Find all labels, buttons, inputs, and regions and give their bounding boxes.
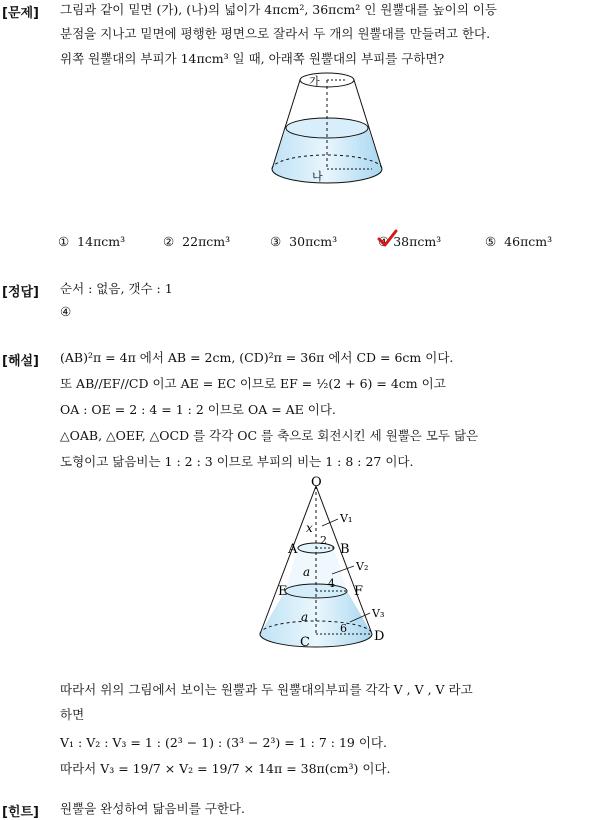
answer-tag: [정답]: [2, 285, 39, 300]
option-1[interactable]: ① 14πcm³: [58, 234, 126, 249]
point-E: E: [278, 584, 288, 599]
option-2[interactable]: ② 22πcm³: [163, 234, 231, 249]
point-D: D: [374, 629, 385, 644]
problem-tag: [문제]: [2, 6, 39, 21]
label-V2: V₂: [356, 560, 369, 573]
label-na: 나: [312, 170, 323, 183]
solution-line-8: V₁ : V₂ : V₃ = 1 : (2³ − 1) : (3³ − 2³) = 1 : 7 : 19 이다.: [60, 735, 387, 750]
solution-line-3: OA : OE = 2 : 4 = 1 : 2 이므로 OA = AE 이다.: [60, 402, 336, 417]
point-O: O: [311, 475, 322, 490]
frustum-figure: [262, 70, 392, 198]
answer-line-1: 순서 : 없음, 갯수 : 1: [60, 281, 173, 296]
solution-line-1: (AB)²π = 4π 에서 AB = 2cm, (CD)²π = 36π 에서 CD = 6cm 이다.: [60, 350, 454, 365]
label-ga: 가: [309, 75, 320, 88]
solution-line-7: 하면: [60, 707, 85, 722]
option-4[interactable]: ④ 38πcm³: [378, 234, 441, 249]
answer-line-2: ④: [60, 304, 72, 319]
solution-line-5: 도형이고 닮음비는 1 : 2 : 3 이므로 부피의 비는 1 : 8 : 27 이다.: [60, 454, 414, 469]
point-A: A: [288, 542, 298, 557]
solution-line-6: 따라서 위의 그림에서 보이는 원뿔과 두 원뿔대의부피를 각각 V , V , V 라고: [60, 682, 473, 697]
label-a1: a: [303, 565, 311, 579]
problem-line-1: 그림과 같이 밑면 (가), (나)의 넓이가 4πcm², 36πcm² 인 원뿔대를 높이의 이등: [60, 2, 497, 17]
hint-tag: [힌트]: [2, 805, 39, 820]
option-3[interactable]: ③ 30πcm³: [270, 234, 338, 249]
hint-line-1: 원뿔을 완성하여 닮음비를 구한다.: [60, 801, 245, 816]
checkmark-icon: [376, 228, 398, 250]
point-C: C: [300, 635, 310, 650]
label-2: 2: [320, 534, 327, 547]
label-x: x: [306, 521, 313, 535]
label-6: 6: [340, 622, 347, 635]
label-4: 4: [328, 577, 335, 590]
solution-line-2: 또 AB//EF//CD 이고 AE = EC 이므로 EF = ½(2 + 6) = 4cm 이고: [60, 376, 446, 391]
point-F: F: [354, 584, 364, 599]
label-V3: V₃: [372, 607, 385, 620]
solution-tag: [해설]: [2, 354, 39, 369]
point-B: B: [340, 542, 350, 557]
solution-line-9: 따라서 V₃ = 19/7 × V₂ = 19/7 × 14π = 38π(cm³) 이다.: [60, 761, 391, 776]
solution-line-4: △OAB, △OEF, △OCD 를 각각 OC 를 축으로 회전시킨 세 원뿔은 모두 닮은: [60, 428, 479, 443]
cone-figure: [250, 474, 400, 674]
option-5[interactable]: ⑤ 46πcm³: [485, 234, 553, 249]
problem-line-3: 위쪽 원뿔대의 부피가 14πcm³ 일 때, 아래쪽 원뿔대의 부피를 구하면?: [60, 51, 445, 66]
label-a2: a: [301, 610, 309, 624]
problem-line-2: 분점을 지나고 밑면에 평행한 평면으로 잘라서 두 개의 원뿔대를 만들려고 한다.: [60, 26, 491, 41]
label-V1: V₁: [340, 512, 353, 525]
